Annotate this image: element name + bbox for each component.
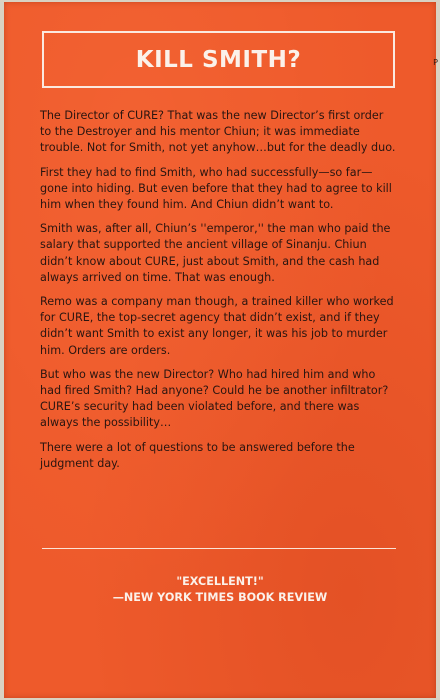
divider-line — [42, 548, 396, 549]
review-quote-text: "EXCELLENT!" — [176, 575, 264, 588]
cover-title: KILL SMITH? — [135, 46, 302, 73]
blurb-paragraph: Smith was, after all, Chiun’s ''emperor,'' the man who paid the salary that supported the ancient village of Sinanju. Chiun didn’t know about CURE, just about Smith, and the cash had always arrived on time. That was enough. — [40, 222, 391, 284]
edge-mark: P — [433, 58, 438, 67]
blurb-text — [40, 108, 398, 480]
title-frame — [42, 31, 395, 88]
blurb-paragraph: First they had to find Smith, who had successfully—so far—gone into hiding. But even before that they had to agree to kill him when they found him. And Chiun didn’t want to. — [40, 165, 392, 212]
book-back-cover — [4, 2, 436, 698]
review-quote — [4, 574, 436, 606]
blurb-paragraph: But who was the new Director? Who had hired him and who had fired Smith? Had anyone? Could he be another infiltrator? CURE’s security had been violated before, and there was always the possibility… — [40, 367, 389, 430]
blurb-paragraph: Remo was a company man though, a trained killer who worked for CURE, the top-secret agency that didn’t exist, and if they didn’t want Smith to exist any longer, it was his job to murder him. Orders are orders. — [40, 295, 394, 357]
blurb-paragraph: There were a lot of questions to be answered before the judgment day. — [40, 440, 355, 470]
blurb-paragraph: The Director of CURE? That was the new Director’s first order to the Destroyer and his mentor Chiun; it was immediate trouble. Not for Smith, not yet anyhow…but for the deadly duo. — [40, 109, 396, 155]
review-source: —NEW YORK TIMES BOOK REVIEW — [112, 591, 328, 604]
